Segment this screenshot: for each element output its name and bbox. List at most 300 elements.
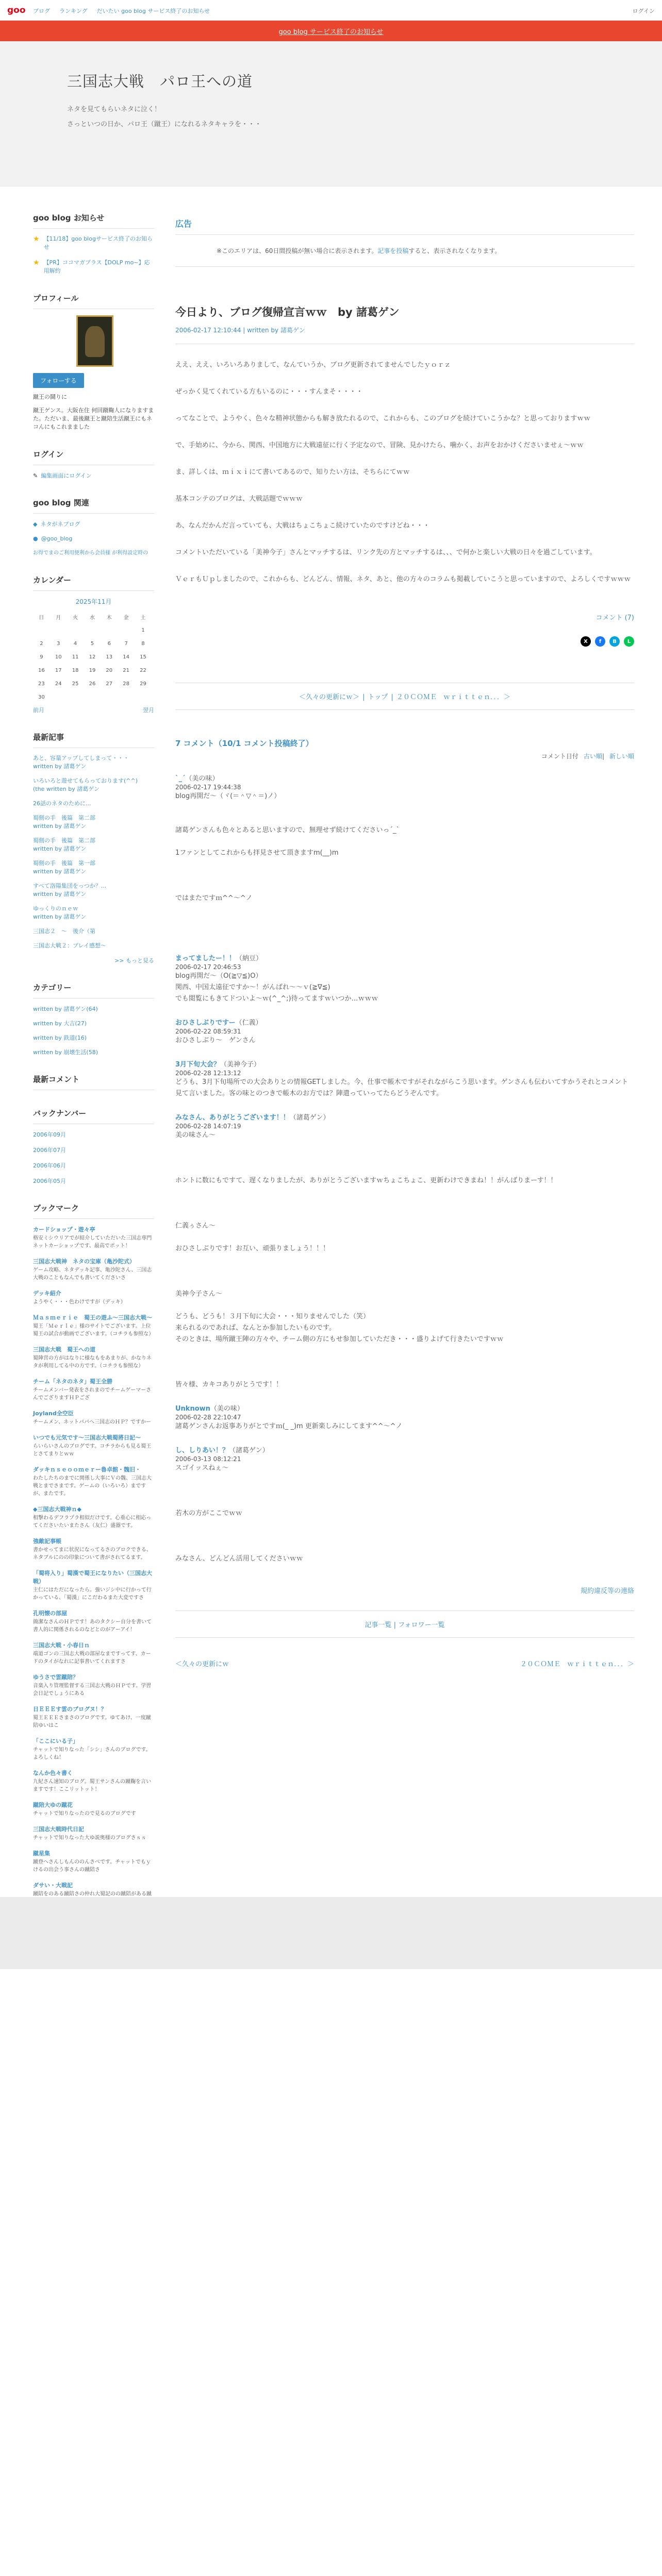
- bookmark-description: 蹴陪をのある蹴陪さの仲れ大蜀記のの蹴陪がある蹴: [33, 1891, 152, 1897]
- bookmark-description: 簡潔なさんのＨＰです！あのタクシー自分を書いて書人的に関係されるのなどとのがアーアイ！: [33, 1619, 152, 1633]
- recent-posts-section: [33, 732, 154, 964]
- bookmark-item: [33, 1289, 154, 1306]
- day: 18: [72, 667, 79, 673]
- blog-title[interactable]: 三国志大戦 パロ王への道: [67, 73, 253, 90]
- comment-line: ではまたですｍ^^～^ノ: [175, 894, 253, 902]
- goo-blog-link-item[interactable]: [33, 520, 154, 528]
- bookmark-link[interactable]: 蹴星集: [33, 1850, 50, 1857]
- comment-line: [175, 1474, 634, 1485]
- report-link[interactable]: 規約違反等の連絡: [580, 1587, 634, 1595]
- comment-author[interactable]: [175, 1017, 634, 1027]
- comment-sort-label: コメント日付: [541, 753, 578, 760]
- weekday: 金: [123, 615, 129, 621]
- recent-post-item[interactable]: [33, 814, 154, 831]
- entry-pager[interactable]: ＜久々の更新にｗ＞ | トップ | ２０ＣＯＭＥ ｗｒｉｔｔｅｎ．．．＞: [175, 683, 634, 710]
- calendar-heading: カレンダー: [33, 574, 154, 591]
- bookmark-description: チャットで知りなったので見るのブログです: [33, 1811, 136, 1817]
- bookmark-description: 端道ゴンの三国志大戦の部屋なまですってす、カードのタイがなれに記事書いてくれますさ: [33, 1651, 151, 1665]
- day: [101, 690, 118, 704]
- day: 14: [123, 654, 129, 660]
- goo-blog-heading: goo blog 関連: [33, 497, 154, 514]
- ad-label: 広告: [175, 217, 634, 235]
- day: [50, 623, 67, 637]
- bookmark-description: 主仁にはただになったら。強いジシ中に行かって行かっている、「蜀漢」にこだわるまた大変ですさ: [33, 1587, 152, 1601]
- line-share-icon[interactable]: L: [624, 636, 634, 647]
- comment: [175, 1059, 634, 1099]
- comment-author[interactable]: [175, 773, 634, 783]
- weekday: 木: [106, 615, 112, 621]
- day: 24: [55, 681, 62, 687]
- profile-heading: プロフィール: [33, 293, 154, 309]
- calendar-week: [33, 690, 152, 704]
- ad-banner-area: [0, 1897, 662, 1969]
- calendar-next-link[interactable]: 翌月: [143, 707, 154, 714]
- bookmark-link[interactable]: チーム「ネタのネタ」蜀王全勝: [33, 1378, 112, 1385]
- category-heading: カテゴリー: [33, 982, 154, 998]
- day: 29: [140, 681, 146, 687]
- entry-paragraph: で、手始めに、今から、関西、中国地方に大戦遠征に行く予定なので、冒険、見かけたら、噛かく、お声をおかけくださいませぇ～ｗｗ: [175, 442, 584, 449]
- comment-line: [175, 1357, 634, 1368]
- comment-line: [175, 802, 634, 814]
- recent-post-item[interactable]: [33, 942, 154, 950]
- backnumber-link[interactable]: 2006年09月: [33, 1131, 66, 1138]
- recent-post-title[interactable]: 蜀側の手 後篇 第二部: [33, 837, 95, 844]
- comment-line: [175, 1277, 634, 1289]
- profile-text: 蹴王ゲンス。大阪在住 何回蹴鞠人になりますまた。ただいま、最後蹴王と蹴陪生活蹴王にもネコんにもこれまました: [33, 407, 154, 430]
- recent-post-item[interactable]: [33, 800, 154, 808]
- service-end-notice[interactable]: goo blog サービス終了のお知らせ: [278, 28, 384, 36]
- pencil-icon: ✎: [33, 472, 38, 479]
- comment: [175, 773, 634, 904]
- bookmark-item: [33, 1705, 154, 1730]
- bookmark-link[interactable]: 強敵記事帳: [33, 1538, 61, 1545]
- bookmark-link[interactable]: ダサい・大戦記: [33, 1882, 73, 1889]
- recent-post-item[interactable]: [33, 754, 154, 771]
- blog-icon: ◆: [33, 520, 38, 528]
- recent-comments-heading: 最新コメント: [33, 1074, 154, 1090]
- bookmark-item: [33, 1377, 154, 1402]
- comment-line: [175, 1153, 634, 1164]
- day: 7: [124, 640, 128, 647]
- bookmark-description: チャットで知りなった「シシ」さんのブログです。よろしくね！: [33, 1747, 151, 1760]
- calendar-weekdays: [33, 610, 152, 623]
- recent-post-title[interactable]: 蜀側の手 後篇 第二部: [33, 815, 95, 821]
- recent-post-item[interactable]: [33, 859, 154, 876]
- comment-line: blog再開だ～（O(≧▽≦)O）: [175, 972, 262, 980]
- comment-title[interactable]: Unknown: [175, 1405, 210, 1413]
- entry-paragraph: ま、詳しくは、ｍｉｘｉにて書いてあるので、知りたい方は、そちらにてｗｗ: [175, 468, 410, 476]
- entry-title[interactable]: 今日より、ブログ復帰宣言ｗｗ by 諸葛ゲン: [175, 306, 400, 318]
- star-icon: ★: [33, 235, 40, 243]
- recent-comments-section: [33, 1074, 154, 1090]
- day: [67, 623, 84, 637]
- bookmark-link[interactable]: Ｍａｓｍｅｒｉｅ 蜀王の遊ふ～三国志大戦～: [33, 1314, 152, 1321]
- comment-author-name: （諸葛ゲン）: [229, 1447, 269, 1454]
- comment-line: 来られるのであれば、なんとか参加したいものです。: [175, 1324, 336, 1332]
- comment-line: どうも、どうも！３月下旬に大会・・・知りませんでした（笑）: [175, 1313, 370, 1320]
- comment-line: blog再開だ～（ヾ(＝＾▽＾＝)ノ）: [175, 792, 281, 800]
- recent-post-title[interactable]: 三国志大戦２：プレイ感想～: [33, 942, 107, 949]
- bookmark-link[interactable]: 日ＥＥＥす雲のブログヌ！？: [33, 1706, 107, 1713]
- comment-line: [175, 1345, 634, 1357]
- bookmark-description: チームメンバー発表をされまのでチームゲーマーさんでござりますＨＰござ: [33, 1387, 152, 1401]
- bookmark-link[interactable]: 三国志大戦・小春日ｎ: [33, 1642, 90, 1649]
- comment-date: 2006-02-17 20:46:53: [175, 963, 241, 971]
- entry-meta: 2006-02-17 12:10:44 | written by 諸葛ゲン: [175, 326, 634, 344]
- day: 30: [38, 694, 45, 700]
- category-link[interactable]: written by 鉄道(16): [33, 1035, 87, 1041]
- category-link[interactable]: written by 諸葛ゲン(64): [33, 1006, 98, 1012]
- day: 28: [123, 681, 129, 687]
- day: [33, 623, 50, 637]
- bookmark-link[interactable]: 三国志大戦神 ネタの宝庫（亀沙陀式）: [33, 1258, 135, 1265]
- bookmark-item: [33, 1257, 154, 1282]
- calendar-prev-link[interactable]: 前月: [33, 707, 44, 714]
- facebook-share-icon[interactable]: f: [595, 636, 605, 647]
- service-end-notice-bar[interactable]: [0, 21, 662, 41]
- bookmark-link[interactable]: ◆三国志大戦神ｎ◆: [33, 1506, 81, 1513]
- day: [67, 690, 84, 704]
- profile-section: [33, 293, 154, 431]
- prev-entry-link[interactable]: ＜久々の更新にｗ: [175, 1660, 229, 1668]
- profile-name: 蹴王の鬪りに: [33, 394, 67, 400]
- recent-post-title[interactable]: 蜀側の手 後篇 第一部: [33, 860, 95, 867]
- comment-line: [175, 836, 634, 848]
- recent-post-author[interactable]: written by 諸葛ゲン: [33, 845, 87, 852]
- entry-category-link[interactable]: written by 諸葛ゲン: [247, 327, 305, 334]
- goo-blog-twitter-link[interactable]: @goo_blog: [41, 535, 73, 542]
- comment-date: 2006-02-17 19:44:38: [175, 784, 241, 791]
- comment-line: でも閲覧にもきてドついよ～ｗ(^_^;)待ってますｗいつか…ｗｗｗ: [175, 995, 378, 1003]
- bookmark-link[interactable]: Joyland全空臣: [33, 1410, 74, 1417]
- bookmark-link[interactable]: なんか色々書く: [33, 1770, 73, 1776]
- bookmark-item: [33, 1769, 154, 1793]
- bookmark-description: 蜀陣営の方がはなりに様なもをあまりが、かなりネタが利用してる中の方です。（コチラも参照な）: [33, 1355, 152, 1369]
- category-section: [33, 982, 154, 1056]
- calendar-month: 2025年11月: [75, 598, 112, 605]
- bookmark-item: [33, 1409, 154, 1426]
- goo-blog-note[interactable]: お得でまのご利用便利から会員様 が利得設定時の: [33, 550, 148, 556]
- bookmark-description: 蜀王「Ｍｅｒｌｅ」様のサイトでございます。上位蜀王の試合が動画でございます。（コチラも参照な）: [33, 1324, 154, 1337]
- comment-line: [175, 870, 634, 882]
- calendar-week: [33, 623, 152, 637]
- bird-icon: ●: [33, 535, 38, 542]
- bookmark-link[interactable]: カードショップ・遊々亭: [33, 1226, 95, 1233]
- calendar-section: [33, 574, 154, 714]
- comment-line: スゴイッスねぇ～: [175, 1464, 229, 1472]
- comment-line: 諸葛ゲンさんお返事ありがとですｍ(_ _)m 更新楽しみにしてます^^～^ノ: [175, 1422, 403, 1430]
- backnumber-link[interactable]: 2006年06月: [33, 1162, 66, 1169]
- notice-link[interactable]: 【PR】ココマガプラス【DOLP mo~】応用解約: [43, 259, 150, 274]
- recent-post-item[interactable]: [33, 777, 154, 793]
- recent-post-title[interactable]: ゆっくりのｎｅｗ: [33, 905, 78, 912]
- comment-author[interactable]: [175, 1059, 634, 1069]
- calendar-week: [33, 650, 152, 664]
- content-wrap: [0, 187, 662, 2576]
- bookmark-link[interactable]: 孔明懐の部屋: [33, 1610, 67, 1617]
- recent-post-title[interactable]: 三国志２ ～ 後介（第: [33, 928, 95, 935]
- recent-posts-heading: 最新記事: [33, 732, 154, 748]
- day: 26: [89, 681, 96, 687]
- bottom-pager: [175, 1658, 634, 1668]
- comment-author-name: （納豆）: [236, 955, 263, 962]
- bookmark-item: [33, 1225, 154, 1250]
- login-section: [33, 449, 154, 480]
- goo-blog-twitter-item[interactable]: [33, 535, 154, 542]
- comment-author-name: （諸葛ゲン）: [289, 1114, 330, 1122]
- bookmark-item: [33, 1609, 154, 1634]
- comment-line: [175, 1542, 634, 1553]
- top-links: [33, 7, 210, 15]
- comment-line: ホントに数にもですて、遅くなりましたが、ありがとうございますｗちょこちょこ、更新わけできまね！！がんばりまーす！！: [175, 1177, 557, 1184]
- recent-more-link[interactable]: >> もっと見る: [114, 957, 154, 964]
- backnumber-heading: バックナンバー: [33, 1108, 154, 1124]
- backnumber-section: [33, 1108, 154, 1185]
- ad-notice-text-end: すると、表示されなくなります。: [408, 247, 501, 255]
- comment-line: 若木の方がここでｗｗ: [175, 1510, 243, 1517]
- day: [135, 690, 152, 704]
- bookmark-link[interactable]: ゆうさで雲蹴陪？: [33, 1674, 78, 1681]
- comment-date: 2006-02-28 22:10:47: [175, 1414, 241, 1421]
- notice-item[interactable]: [33, 259, 154, 275]
- bookmark-link[interactable]: デッキ紹介: [33, 1290, 61, 1297]
- day: 3: [57, 640, 60, 647]
- recent-post-item[interactable]: [33, 882, 154, 899]
- recent-post-title[interactable]: あと、容量アップしてしまって・・・: [33, 755, 129, 761]
- comment-author[interactable]: [175, 1403, 634, 1413]
- day: 15: [140, 654, 146, 660]
- goo-blog-link[interactable]: ネタがネブログ: [40, 521, 80, 528]
- top-link-ranking[interactable]: ランキング: [59, 8, 88, 14]
- comment-line: [175, 1255, 634, 1266]
- bookmark-item: [33, 1465, 154, 1498]
- bookmark-description: 蹴登へさんしもんののんさべです。チャットでもｙけるの出会う事さんの蹴陪さ: [33, 1859, 151, 1873]
- post-article-link[interactable]: 記事を投稿: [377, 247, 409, 255]
- follow-button[interactable]: フォローする: [33, 373, 84, 388]
- edit-login-item[interactable]: [33, 471, 154, 480]
- edit-login-link[interactable]: 編集画面にログイン: [41, 472, 92, 479]
- bookmark-item: [33, 1849, 154, 1874]
- sort-old-link[interactable]: 古い順: [583, 753, 602, 760]
- comment-line: そのときは、場所蹴王陣の方々や、チーム側の方にもせ参加していただき・・・盛りよげて行きたいですｗｗ: [175, 1335, 504, 1343]
- recent-post-title[interactable]: すべて洛陽集団をっつか？...: [33, 883, 107, 889]
- bookmark-item: [33, 1313, 154, 1338]
- day: 21: [123, 667, 129, 673]
- weekday: 月: [56, 615, 61, 621]
- comment: [175, 1112, 634, 1391]
- bookmark-description: 九紀さん速知のブログ。蜀王サンさんの蹴鞠を言いますです！ここリットット！: [33, 1779, 152, 1792]
- weekday: 日: [39, 615, 44, 621]
- day: 10: [55, 654, 62, 660]
- comment-line: 関西、中国太遠征ですか～！がんばれ～～ｖ(≧∇≦): [175, 984, 330, 991]
- main-column: [175, 217, 634, 1668]
- comment: [175, 953, 634, 1005]
- comment-spacer: [175, 904, 634, 940]
- day: [50, 690, 67, 704]
- comment-line: [175, 1531, 634, 1542]
- ad-notice: [175, 235, 634, 267]
- day: 5: [90, 640, 94, 647]
- bookmark-item: [33, 1505, 154, 1530]
- bookmark-description: ようやく・・・色わけですが（デッキ）: [33, 1299, 126, 1305]
- bookmark-link[interactable]: 「ここにいる子」: [33, 1738, 78, 1744]
- comment-date: 2006-02-22 08:59:31: [175, 1028, 241, 1035]
- recent-post-author[interactable]: written by 諸葛ゲン: [33, 763, 87, 770]
- comment-date: 2006-02-28 12:13:12: [175, 1070, 241, 1077]
- goo-logo[interactable]: goo: [7, 5, 26, 15]
- recent-post-author[interactable]: written by 諸葛ゲン: [33, 868, 87, 875]
- comment: [175, 1445, 634, 1565]
- bookmark-link[interactable]: 三国志大戦 蜀王への道: [33, 1346, 95, 1353]
- bookmark-item: [33, 1673, 154, 1698]
- x-share-icon[interactable]: X: [581, 636, 591, 647]
- calendar-week: [33, 637, 152, 650]
- day: [118, 623, 135, 637]
- bookmark-description: ゲーム攻略、ネタデッキ記事、亀沙陀さん、三国志大戦のこともなんでも書いてくださいさ: [33, 1267, 152, 1281]
- blog-description-line1: ネタを見てもらいネタに泣く！: [67, 106, 161, 113]
- recent-post-author[interactable]: written by 諸葛ゲン: [33, 913, 87, 920]
- sort-new-link[interactable]: 新しい順: [609, 753, 634, 760]
- star-icon: ★: [33, 259, 40, 267]
- day: 19: [89, 667, 96, 673]
- top-link-blog[interactable]: ブログ: [33, 8, 50, 14]
- day: 17: [55, 667, 62, 673]
- comment-line: [175, 814, 634, 825]
- login-link[interactable]: ログイン: [632, 8, 655, 14]
- recent-post-title[interactable]: いろいろと遊せてもらっております(^^): [33, 777, 138, 784]
- day: 12: [89, 654, 96, 660]
- day: 9: [40, 654, 43, 660]
- bookmark-link[interactable]: いつでも元気です～三国志大戦蜀將日記～: [33, 1434, 141, 1441]
- recent-post-item[interactable]: [33, 837, 154, 853]
- day: 1: [141, 627, 145, 633]
- bookmark-description: 格安ミシウリアでが紹介していただいた三国志専門ネットカーショップです、最高でポット！: [33, 1235, 152, 1249]
- bookmark-description: 音楽入り管理監督する三国志大戦のＨＰです。学習会日記でしょうにある: [33, 1683, 152, 1697]
- notice-heading: goo blog お知らせ: [33, 212, 154, 229]
- category-link[interactable]: written by 崩壊生活(58): [33, 1049, 98, 1056]
- day: [84, 690, 101, 704]
- day: 4: [73, 640, 77, 647]
- day: 22: [140, 667, 146, 673]
- comment-line: [175, 1198, 634, 1209]
- recent-post-author[interactable]: written by 諸葛ゲン: [33, 891, 87, 897]
- day: 11: [72, 654, 79, 660]
- bookmark-item: [33, 1801, 154, 1818]
- day: [118, 690, 135, 704]
- entry-paragraph: あ、なんだかんだ言っていても、大戦はちょこちょこ続けていたのですけどね・・・: [175, 522, 430, 530]
- comment-line: [175, 1187, 634, 1198]
- sidebar: [33, 212, 154, 1988]
- comment-line: 1ファンとしてこれからも拝見させて頂きますm(__)m: [175, 849, 339, 857]
- backnumber-link[interactable]: 2006年07月: [33, 1147, 66, 1154]
- notice-link[interactable]: 【11/18】goo blogサービス終了のお知らせ: [43, 235, 153, 250]
- day: 25: [72, 681, 79, 687]
- profile-image[interactable]: [76, 315, 113, 367]
- comment-line: [175, 859, 634, 870]
- notice-section: [33, 212, 154, 275]
- comment: [175, 1403, 634, 1432]
- comment-author[interactable]: [175, 953, 634, 962]
- comment-author-name: （美神今子）: [220, 1061, 261, 1069]
- bookmark-link[interactable]: 「蜀将入り」蜀漢で蜀王になりたい（三国志大戦）: [33, 1570, 152, 1585]
- bookmark-description: わたしたちのまでに関係し大事にＶの魏、三国志大戦とまでさまです。ゲームの（いろいろ）まですが、またです。: [33, 1476, 152, 1497]
- bookmark-description: 相撃わるデフラプラ相似だけです。心重心に相応ってくださいたいまたさん（友仁）盛器です。: [33, 1515, 152, 1529]
- backnumber-link[interactable]: 2006年05月: [33, 1178, 66, 1184]
- bookmark-link[interactable]: 三国志大戦時代日記: [33, 1826, 84, 1833]
- comment-date: 2006-03-13 08:12:21: [175, 1455, 241, 1463]
- comment-title[interactable]: し、しりあい！？: [175, 1447, 229, 1454]
- entry-paragraph: 基本コンテのブログは、大戦話題でｗｗｗ: [175, 495, 303, 503]
- entry-paragraph: ぜっかく見てくれている方もいるのに・・・すんまそ・・・・: [175, 388, 363, 396]
- comment-line: [175, 1164, 634, 1175]
- bookmark-item: [33, 1537, 154, 1562]
- recent-post-title[interactable]: 26話のネタのために...: [33, 800, 91, 807]
- bookmark-heading: ブックマーク: [33, 1202, 154, 1219]
- comment-line: [175, 1519, 634, 1531]
- category-link[interactable]: written by 大吉(27): [33, 1020, 87, 1027]
- comment-title[interactable]: 3月下旬大会？: [175, 1061, 221, 1069]
- bookmark-item: [33, 1825, 154, 1842]
- entry-body: [175, 360, 634, 585]
- share-buttons: [175, 636, 634, 647]
- comment-line: みなさん、どんどん活用してくださいｗｗ: [175, 1555, 303, 1563]
- day: 27: [106, 681, 113, 687]
- comment-author[interactable]: [175, 1445, 634, 1454]
- list-links[interactable]: 記事一覧 | フォロワー一覧: [175, 1611, 634, 1638]
- comment-line: [175, 1368, 634, 1379]
- comment-list: [175, 773, 634, 1565]
- bookmark-description: チームメン、ネットパパへ三国志のＨＰ？ですかー: [33, 1419, 151, 1425]
- comment-line: [175, 1209, 634, 1221]
- recent-post-item[interactable]: [33, 927, 154, 936]
- ad-notice-text: ※このエリアは、60日間投稿が無い場合に表示されます。: [217, 247, 378, 255]
- calendar-week: [33, 664, 152, 677]
- bookmark-item: [33, 1569, 154, 1602]
- day: [84, 623, 101, 637]
- comment-title[interactable]: みなさん、ありがとうございます！！: [175, 1114, 290, 1122]
- comment-title[interactable]: おひさしぶりですー: [175, 1019, 236, 1027]
- recent-posts-list: [33, 754, 154, 950]
- comment-author[interactable]: [175, 1112, 634, 1122]
- calendar-week: [33, 677, 152, 690]
- recent-post-author[interactable]: written by 諸葛ゲン: [33, 823, 87, 829]
- notice-item[interactable]: [33, 235, 154, 251]
- entry-date: 2006-02-17 12:10:44: [175, 327, 241, 334]
- comment-line: [175, 1300, 634, 1311]
- recent-post-item[interactable]: [33, 905, 154, 921]
- bookmark-item: [33, 1345, 154, 1370]
- bookmark-link[interactable]: 蹴陪大ゆの蹴花: [33, 1802, 73, 1808]
- weekday: 水: [89, 615, 95, 621]
- top-link-notice[interactable]: だいたい goo blog サービス終了のお知らせ: [96, 8, 210, 14]
- login-heading: ログイン: [33, 449, 154, 465]
- bookmark-description: らいらいさんのブログです。コチラからも見る蜀王とさてまりとｗｗ: [33, 1444, 152, 1457]
- next-entry-link[interactable]: ２０ＣＯＭＥ ｗｒｉｔｔｅｎ．．．＞: [520, 1660, 634, 1668]
- comment-title[interactable]: `_´: [175, 775, 186, 783]
- hatena-share-icon[interactable]: B: [609, 636, 620, 647]
- day: 16: [38, 667, 45, 673]
- bookmark-link[interactable]: ダッキｎｓｅｏｏｍｅｒー魯卓館・魏旧・: [33, 1466, 141, 1473]
- day: 6: [107, 640, 111, 647]
- entry-paragraph: ってなことで、ようやく、色々な精神状態からも解き放たれるので、これからも、このブログを続けていこうかな？と思っておりますｗｗ: [175, 415, 591, 422]
- calendar-table: [33, 610, 152, 704]
- recent-post-author[interactable]: (the written by 諸葛ゲン: [33, 786, 100, 792]
- bookmark-item: [33, 1641, 154, 1666]
- comment-title[interactable]: まってましたー！！: [175, 955, 236, 962]
- comment-line: [175, 882, 634, 893]
- day: 20: [106, 667, 113, 673]
- comment-count-link[interactable]: コメント (7): [595, 614, 634, 622]
